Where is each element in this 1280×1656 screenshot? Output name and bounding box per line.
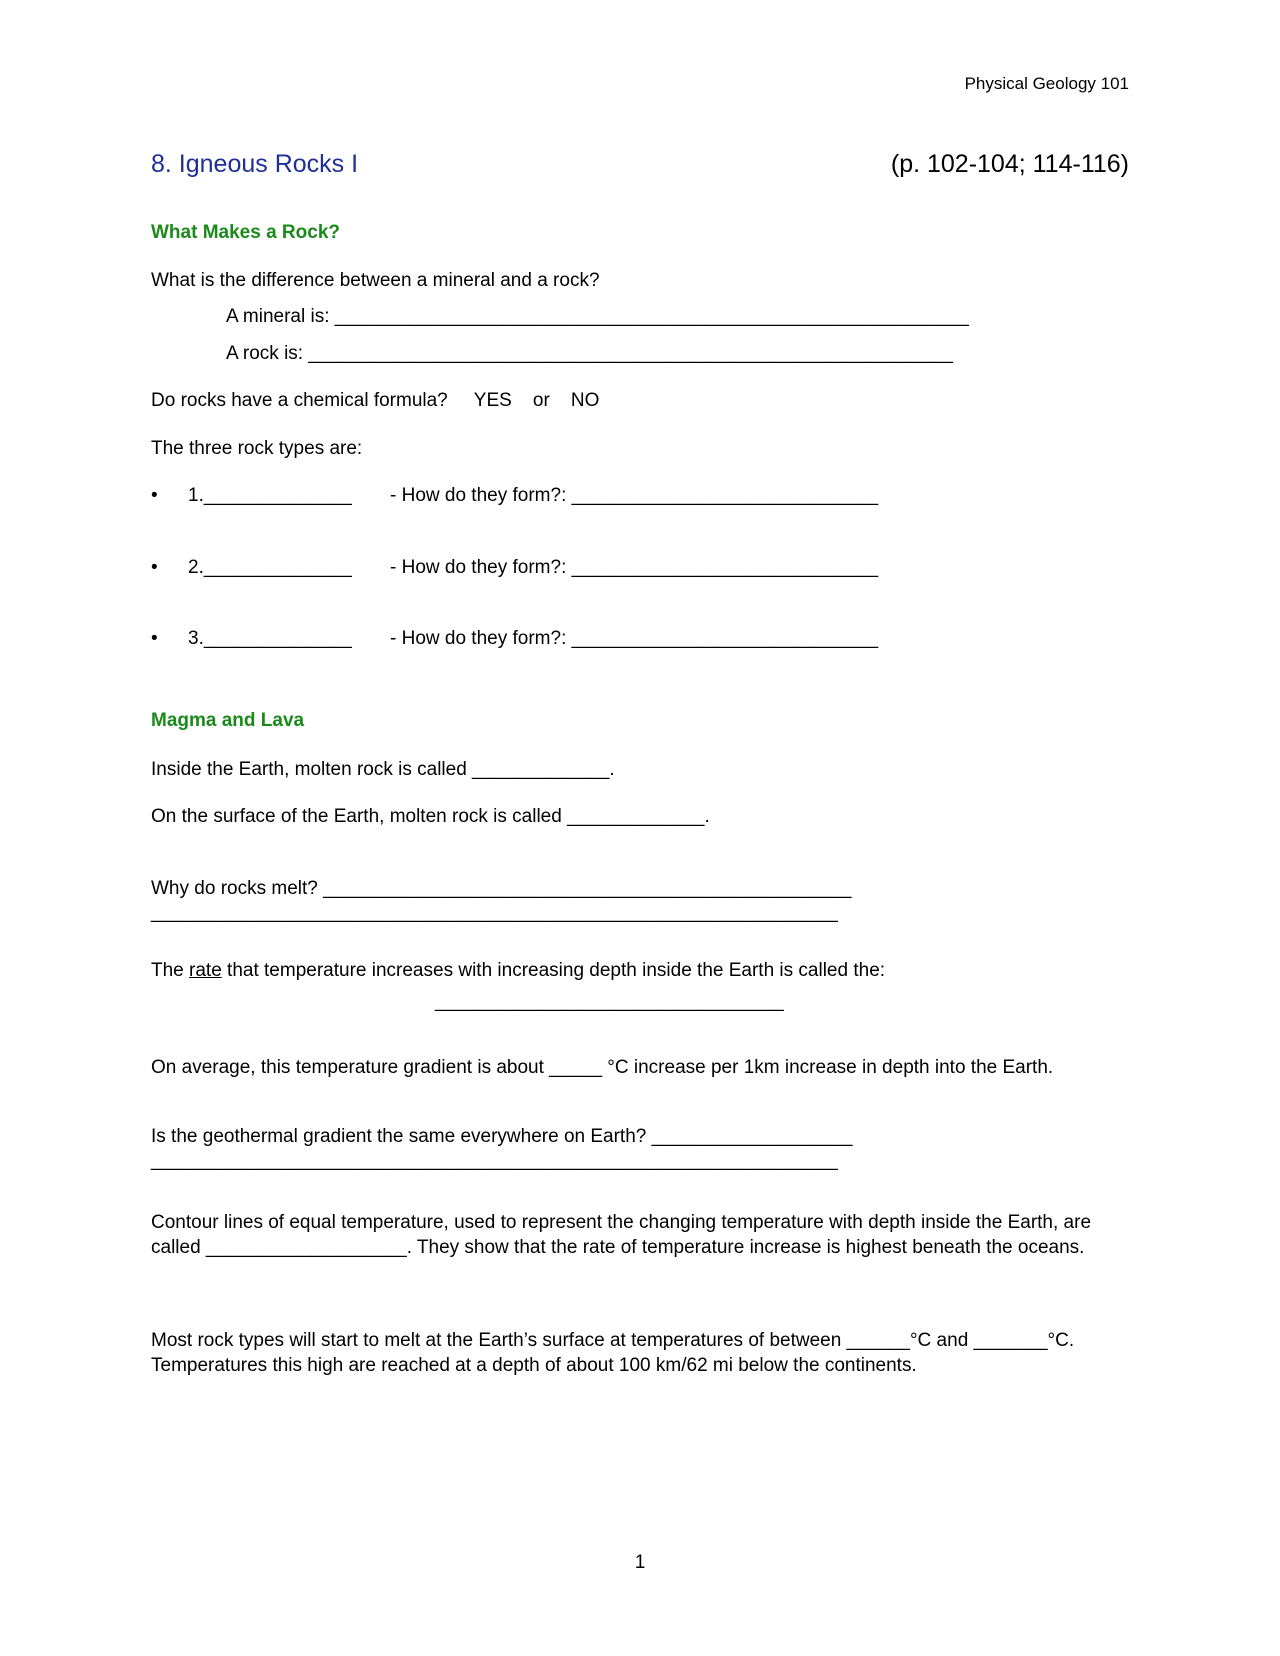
question-surface-earth: On the surface of the Earth, molten rock is called _____________.: [151, 806, 710, 827]
bullet-1: •: [151, 485, 158, 506]
mineral-definition-blank: A mineral is: ____________________________________________________________: [226, 306, 969, 327]
question-gradient-same: Is the geothermal gradient the same everywhere on Earth? ___________________: [151, 1126, 853, 1147]
bullet-3: •: [151, 628, 158, 649]
rate-text-pre: The: [151, 960, 190, 981]
page-reference: (p. 102-104; 114-116): [890, 150, 1129, 178]
section-heading-what-makes-a-rock: What Makes a Rock?: [151, 222, 340, 243]
three-rock-types-label: The three rock types are:: [151, 438, 363, 459]
question-why-melt: Why do rocks melt? __________________________________________________: [151, 878, 852, 899]
rock-type-3-formation-blank: - How do they form?: _____________________________: [390, 628, 879, 649]
question-mineral-vs-rock: What is the difference between a mineral and a rock?: [151, 270, 600, 291]
page-title: 8. Igneous Rocks I: [151, 150, 359, 178]
rock-definition-blank: A rock is: _____________________________________________________________: [226, 343, 953, 364]
bullet-2: •: [151, 557, 158, 578]
rock-type-1-blank: 1.______________: [188, 485, 352, 506]
rock-type-2-blank: 2.______________: [188, 557, 352, 578]
rock-type-3-blank: 3.______________: [188, 628, 352, 649]
rock-type-2-formation-blank: - How do they form?: _____________________________: [390, 557, 879, 578]
why-melt-answer-line: _________________________________________________________________: [151, 902, 838, 923]
section-heading-magma-and-lava: Magma and Lava: [151, 710, 305, 731]
rate-answer-line: _________________________________: [435, 991, 784, 1012]
rate-text-post: that temperature increases with increasing depth inside the Earth is called the:: [221, 960, 886, 981]
page-number: 1: [634, 1552, 646, 1573]
gradient-same-answer-line: _________________________________________________________________: [151, 1150, 838, 1171]
question-average-gradient: On average, this temperature gradient is about _____ °C increase per 1km increase in depth into the Earth.: [151, 1057, 1054, 1078]
question-contour-lines: Contour lines of equal temperature, used to represent the changing temperature with depth inside the Earth, are called ___________________. They show that the rate of temperature increase is highest beneath the oceans.: [151, 1212, 1092, 1258]
question-inside-earth: Inside the Earth, molten rock is called _____________.: [151, 759, 615, 780]
question-chemical-formula: Do rocks have a chemical formula? YES or NO: [151, 390, 600, 411]
rock-type-1-formation-blank: - How do they form?: _____________________________: [390, 485, 879, 506]
course-header: Physical Geology 101: [964, 74, 1129, 93]
question-rate: [151, 960, 885, 982]
rate-underlined-word: rate: [189, 960, 222, 981]
question-melt-temperature: Most rock types will start to melt at the Earth’s surface at temperatures of between ______°C and _______°C. Temperatures this high are reached at a depth of about 100 km/62 mi below the continents.: [151, 1330, 1075, 1376]
